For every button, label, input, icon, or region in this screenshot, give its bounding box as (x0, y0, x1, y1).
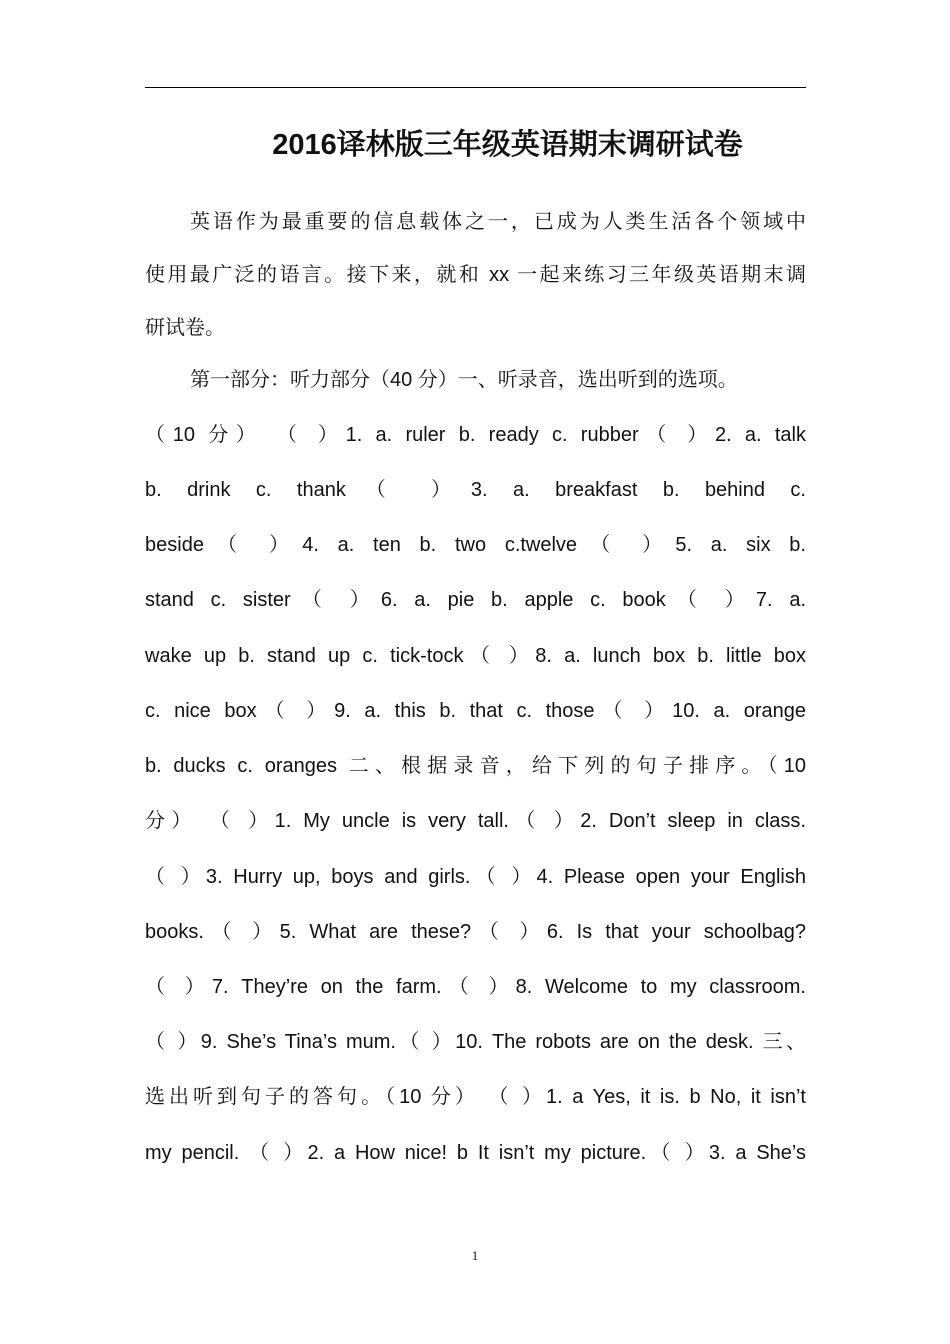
question-line: b. drink c. thank（ ）3. a. breakfast b. behind c. (145, 479, 806, 501)
paragraph-line: 研试卷。 (145, 317, 225, 339)
question-line: 分） （ ）1. My uncle is very tall.（ ）2. Don’t sleep in class. (145, 810, 806, 832)
question-line: （10 分） （ ）1. a. ruler b. ready c. rubber（ ）2. a. talk (145, 424, 806, 446)
header-rule (145, 87, 806, 88)
question-line: wake up b. stand up c. tick-tock（ ）8. a. lunch box b. little box (145, 645, 806, 667)
question-line: （ ）7. They’re on the farm.（ ）8. Welcome to my classroom. (145, 976, 806, 998)
section-heading-line: 第一部分：听力部分（40 分）一、听录音，选出听到的选项。 (190, 369, 738, 391)
question-line: b. ducks c. oranges 二、根据录音，给下列的句子排序。（10 (145, 755, 806, 777)
paragraph-line: 英语作为最重要的信息载体之一，已成为人类生活各个领域中 (190, 211, 806, 233)
paragraph-line: 使用最广泛的语言。接下来，就和 xx 一起来练习三年级英语期末调 (145, 264, 806, 286)
question-line: books.（ ）5. What are these?（ ）6. Is that your schoolbag? (145, 921, 806, 943)
question-line: my pencil. （ ）2. a How nice! b It isn’t my picture.（ ）3. a She’s (145, 1142, 806, 1164)
document-title: 2016译林版三年级英语期末调研试卷 (272, 129, 743, 161)
question-line: （ ）3. Hurry up, boys and girls.（ ）4. Please open your English (145, 866, 806, 888)
question-line: 选出听到句子的答句。（10 分） （ ）1. a Yes, it is. b No, it isn’t (145, 1086, 806, 1108)
question-line: stand c. sister（ ）6. a. pie b. apple c. book（ ）7. a. (145, 589, 806, 611)
page-number: 1 (471, 1248, 479, 1263)
question-line: c. nice box（ ）9. a. this b. that c. those（ ）10. a. orange (145, 700, 806, 722)
question-line: （ ）9. She’s Tina’s mum.（ ）10. The robots are on the desk. 三、 (145, 1031, 806, 1053)
question-line: beside（ ）4. a. ten b. two c.twelve（ ）5. a. six b. (145, 534, 806, 556)
